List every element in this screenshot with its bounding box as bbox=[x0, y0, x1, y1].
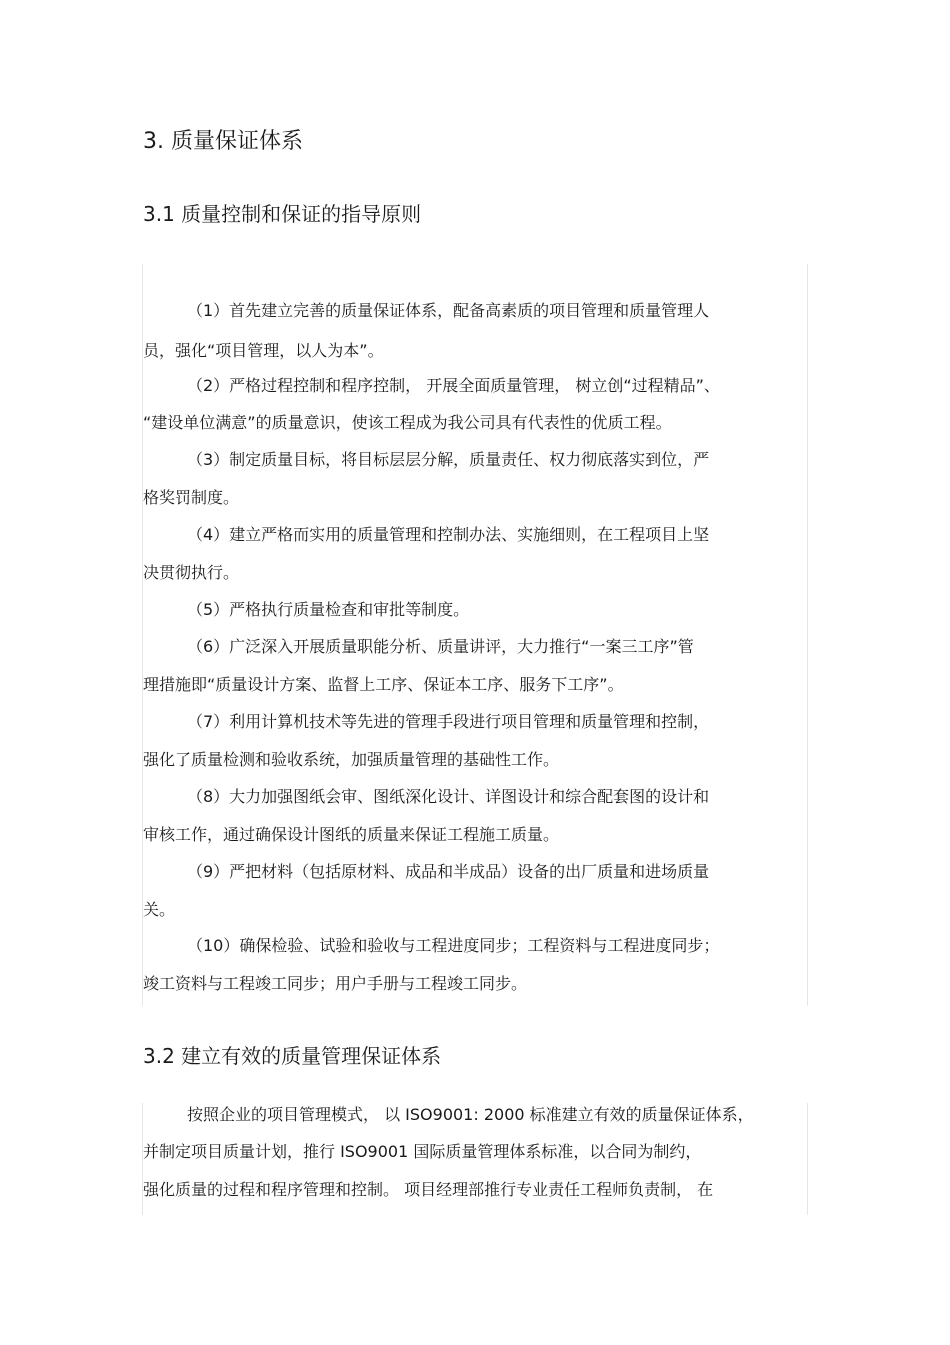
paragraph-line: 竣工资料与工程竣工同步；用户手册与工程竣工同步。 bbox=[143, 974, 528, 993]
paragraph-line: （10）确保检验、试验和验收与工程进度同步；工程资料与工程进度同步； bbox=[187, 936, 720, 955]
paragraph-line: 审核工作，通过确保设计图纸的质量来保证工程施工质量。 bbox=[143, 825, 560, 844]
paragraph-line: 员，强化“项目管理，以人为本”。 bbox=[143, 341, 384, 360]
section-title-3-2: 3.2 建立有效的质量管理保证体系 bbox=[143, 1044, 442, 1068]
paragraph-line: 理措施即“质量设计方案、监督上工序、保证本工序、服务下工序”。 bbox=[143, 675, 624, 694]
paragraph-line: 关。 bbox=[143, 900, 176, 919]
paragraph-line: （1）首先建立完善的质量保证体系，配备高素质的项目管理和质量管理人 bbox=[187, 301, 710, 320]
paragraph-line: （8）大力加强图纸会审、图纸深化设计、详图设计和综合配套图的设计和 bbox=[187, 787, 710, 806]
paragraph-line: （9）严把材料（包括原材料、成品和半成品）设备的出厂质量和进场质量 bbox=[187, 862, 710, 881]
paragraph-line: 强化质量的过程和程序管理和控制。 项目经理部推行专业责任工程师负责制， 在 bbox=[143, 1180, 714, 1199]
paragraph-line: 并制定项目质量计划，推行 ISO9001 国际质量管理体系标准，以合同为制约， bbox=[143, 1142, 702, 1161]
paragraph-line: （2）严格过程控制和程序控制， 开展全面质量管理， 树立创“过程精品”、 bbox=[187, 376, 720, 395]
paragraph-line: （3）制定质量目标，将目标层层分解，质量责任、权力彻底落实到位，严 bbox=[187, 450, 710, 469]
paragraph-line: 格奖罚制度。 bbox=[143, 488, 240, 507]
paragraph-line: （7）利用计算机技术等先进的管理手段进行项目管理和质量管理和控制， bbox=[187, 712, 710, 731]
paragraph-line: （4）建立严格而实用的质量管理和控制办法、实施细则，在工程项目上坚 bbox=[187, 525, 710, 544]
paragraph-line: 强化了质量检测和验收系统，加强质量管理的基础性工作。 bbox=[143, 750, 560, 769]
paragraph-line: 按照企业的项目管理模式， 以 ISO9001: 2000 标准建立有效的质量保证体系， bbox=[187, 1105, 754, 1124]
document-heading: 3. 质量保证体系 bbox=[143, 129, 303, 154]
section-title-3-1: 3.1 质量控制和保证的指导原则 bbox=[143, 202, 422, 226]
paragraph-line: 决贯彻执行。 bbox=[143, 563, 240, 582]
paragraph-line: （5）严格执行质量检查和审批等制度。 bbox=[187, 600, 470, 619]
paragraph-line: （6）广泛深入开展质量职能分析、质量讲评，大力推行“一案三工序”管 bbox=[187, 637, 694, 656]
paragraph-line: “建设单位满意”的质量意识，使该工程成为我公司具有代表性的优质工程。 bbox=[143, 413, 672, 432]
